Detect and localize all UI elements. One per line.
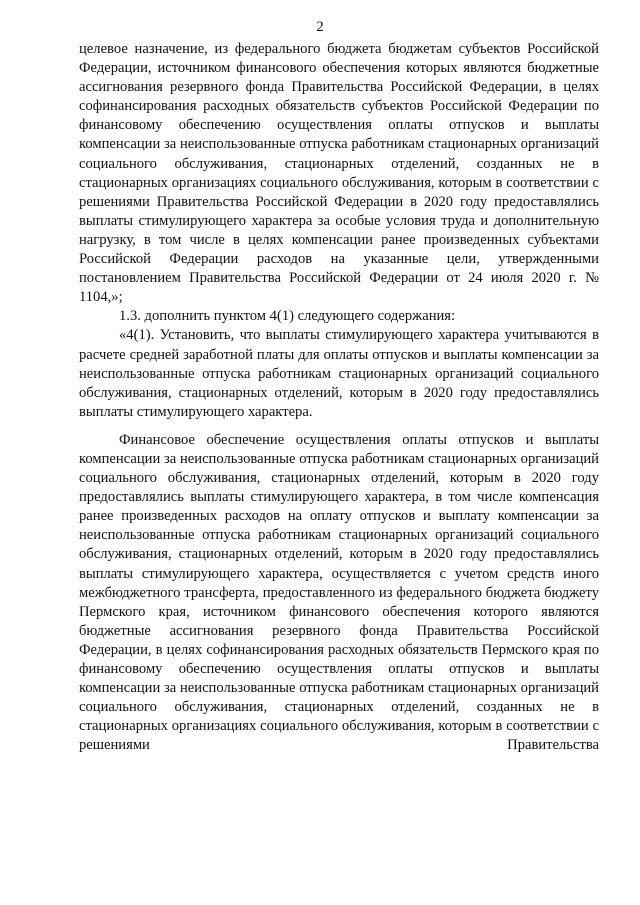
paragraph-item-1-3: 1.3. дополнить пунктом 4(1) следующего содержания:	[119, 308, 456, 325]
paragraph-continuation: целевое назначение, из федерального бюджета бюджетам субъектов Российской Федерации, источником финансового обеспечения которых являются бюджетные ассигнования резервного фонда Правительства Российской Федерации, в целях софинансирования расходных обязательств субъектов Российской Федерации по финансовому обеспечению осуществления оплаты отпусков и выплаты компенсации за неиспользованные отпуска работникам стационарных организаций социального обслуживания, стационарных отделений, созданных не в стационарных организациях социального обслуживания, которым в соответствии с решениями Правительства Российской Федерации в 2020 году предоставлялись выплаты стимулирующего характера за особые условия труда и дополнительную нагрузку, в том числе в целях компенсации ранее произведенных субъектами Российской Федерации расходов на указанные цели, утвержденными постановлением Правительства Российской Федерации от 24 июля 2020 г. № 1104,»;	[79, 41, 599, 306]
page-number: 2	[316, 19, 324, 35]
paragraph-gap	[79, 422, 599, 431]
document-body	[79, 40, 599, 755]
paragraph-point-4-1: «4(1). Установить, что выплаты стимулирующего характера учитываются в расчете средней заработной платы для оплаты отпусков и выплаты компенсации за неиспользованные отпуска работникам стационарных организаций социального обслуживания, стационарных отделений, которым в 2020 году предоставлялись выплаты стимулирующего характера.	[79, 327, 599, 420]
paragraph-financing: Финансовое обеспечение осуществления оплаты отпусков и выплаты компенсации за неиспользованные отпуска работникам стационарных организаций социального обслуживания, стационарных отделений, которым в 2020 году предоставлялись выплаты стимулирующего характера, в том числе компенсация ранее произведенных расходов на оплату отпусков и выплату компенсации за неиспользованные отпуска работникам стационарных организаций социального обслуживания, стационарных отделений, которым в 2020 году предоставлялись выплаты стимулирующего характера, осуществляется с учетом средств иного межбюджетного трансферта, предоставленного из федерального бюджета бюджету Пермского края, источником финансового обеспечения которого являются бюджетные ассигнования резервного фонда Правительства Российской Федерации, в целях софинансирования расходных обязательств Пермского края по финансовому обеспечению осуществления оплаты отпусков и выплаты компенсации за неиспользованные отпуска работникам стационарных организаций социального обслуживания, стационарных отделений, созданных не в стационарных организациях социального обслуживания, которым в соответствии с решениями Правительства	[79, 431, 599, 754]
